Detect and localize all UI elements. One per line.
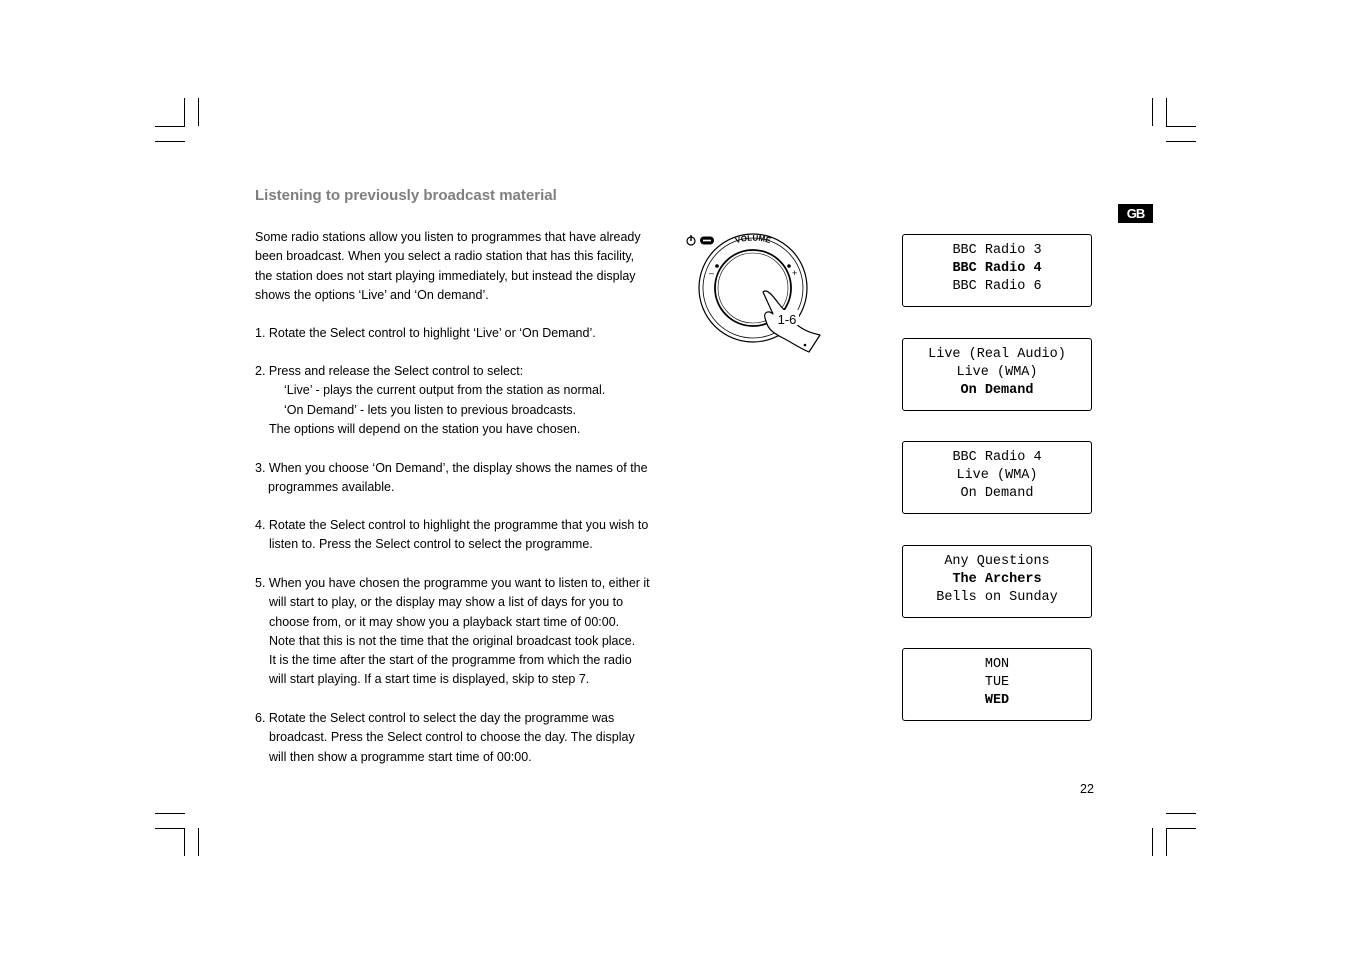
display-line: Live (WMA) [956, 365, 1038, 380]
crop-mark [155, 126, 185, 127]
language-tab-gb: GB [1118, 204, 1153, 223]
display-screen-days [902, 648, 1092, 721]
crop-mark [1166, 98, 1167, 126]
crop-mark [1166, 828, 1196, 829]
display-line: Any Questions [944, 554, 1050, 569]
intro-line: been broadcast. When you select a radio station that has this facility, [255, 249, 635, 264]
intro-line: Some radio stations allow you listen to programmes that have already [255, 230, 641, 244]
display-line-selected: WED [984, 693, 1010, 708]
step-5 [255, 574, 675, 690]
display-line-selected: BBC Radio 4 [952, 261, 1042, 276]
page-number: 22 [1080, 782, 1094, 796]
step-5-line: will start to play, or the display may show a list of days for you to [269, 595, 624, 610]
display-line: On Demand [960, 486, 1034, 501]
step-2 [255, 362, 675, 439]
volume-select-knob-illustration [683, 230, 828, 360]
step-4-line: listen to. Press the Select control to select the programme. [269, 537, 593, 552]
step-2-option-on-demand: ‘On Demand’ - lets you listen to previous broadcasts. [284, 402, 577, 417]
crop-mark [1152, 98, 1153, 126]
crop-mark [1166, 126, 1196, 127]
step-6-line: 6. Rotate the Select control to select the day the programme was [255, 711, 615, 725]
step-4 [255, 516, 675, 555]
crop-mark [1166, 813, 1196, 814]
volume-plus-label: + [792, 268, 798, 278]
step-6-line: will then show a programme start time of 00:00. [269, 749, 532, 764]
crop-mark [155, 141, 185, 142]
display-line: TUE [984, 675, 1010, 690]
volume-label: VOLUME [734, 233, 772, 246]
step-6-line: broadcast. Press the Select control to choose the day. The display [269, 730, 635, 745]
section-title: Listening to previously broadcast material [255, 187, 557, 204]
step-5-line: It is the time after the start of the programme from which the radio [269, 653, 632, 668]
display-line: Live (Real Audio) [928, 347, 1066, 362]
step-2-note: The options will depend on the station you have chosen. [269, 421, 581, 436]
step-3-line: 3. When you choose ‘On Demand’, the display shows the names of the [255, 461, 648, 475]
display-line: MON [984, 657, 1010, 672]
step-5-line: will start playing. If a start time is displayed, skip to step 7. [269, 672, 590, 687]
step-5-line: 5. When you have chosen the programme you want to listen to, either it [255, 576, 650, 590]
display-screen-stations [902, 234, 1092, 307]
step-3 [255, 459, 675, 498]
display-line: BBC Radio 6 [952, 279, 1042, 294]
standby-icon [700, 237, 714, 245]
intro-line: shows the options ‘Live’ and ‘On demand’. [255, 287, 489, 302]
display-line: Bells on Sunday [936, 590, 1058, 605]
step-5-line: choose from, or it may show you a playback start time of 00:00. [269, 614, 620, 629]
step-range-label: 1-6 [777, 312, 797, 327]
display-line: BBC Radio 3 [952, 243, 1042, 258]
step-5-line: Note that this is not the time that the original broadcast took place. [269, 633, 636, 648]
intro-line: the station does not start playing immediately, but instead the display [255, 268, 636, 283]
crop-mark [198, 828, 199, 856]
crop-mark [1166, 828, 1167, 856]
display-line-selected: The Archers [952, 572, 1042, 587]
display-screen-station-options [902, 441, 1092, 514]
display-line-selected: On Demand [960, 383, 1034, 398]
step-2-lead: 2. Press and release the Select control to select: [255, 364, 524, 378]
step-1 [255, 324, 675, 343]
volume-minus-label: – [709, 268, 715, 278]
step-4-line: 4. Rotate the Select control to highlight the programme that you wish to [255, 518, 649, 532]
crop-mark [1166, 141, 1196, 142]
display-line: BBC Radio 4 [952, 450, 1042, 465]
step-1-text: 1. Rotate the Select control to highlight ‘Live’ or ‘On Demand’. [255, 326, 596, 340]
display-screen-programmes [902, 545, 1092, 618]
display-line: Live (WMA) [956, 468, 1038, 483]
crop-mark [198, 98, 199, 126]
intro-paragraph [255, 228, 675, 305]
crop-mark [1152, 828, 1153, 856]
display-screen-live-on-demand [902, 338, 1092, 411]
crop-mark [155, 813, 185, 814]
step-6 [255, 709, 675, 767]
power-icon [687, 235, 695, 245]
crop-mark [155, 828, 185, 829]
step-3-line: programmes available. [268, 480, 395, 495]
crop-mark [184, 828, 185, 856]
step-2-option-live: ‘Live’ - plays the current output from the station as normal. [284, 383, 606, 398]
crop-mark [184, 98, 185, 126]
